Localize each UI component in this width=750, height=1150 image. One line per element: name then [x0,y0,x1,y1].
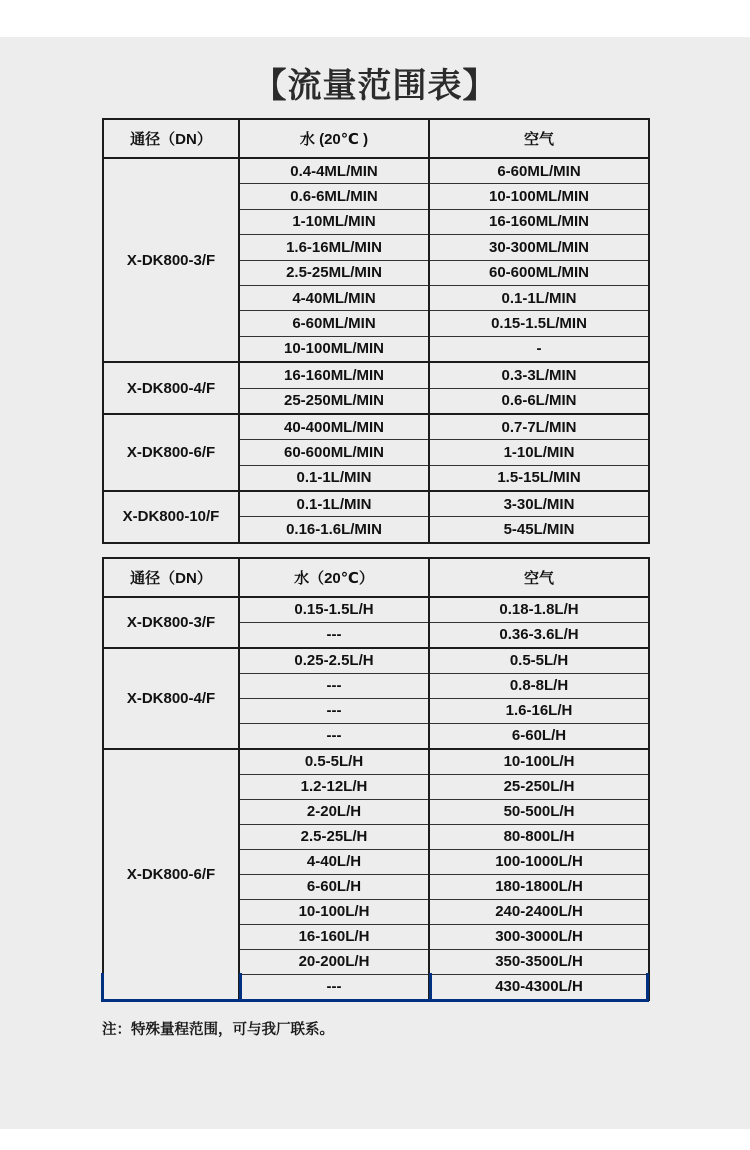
value-cell: 240-2400L/H [429,899,649,924]
flow-table [102,118,650,544]
value-cell: 60-600ML/MIN [239,440,429,465]
model-cell: X-DK800-6/F [103,414,239,491]
value-cell: 0.6-6ML/MIN [239,184,429,209]
content-column [102,37,648,1039]
table-row [103,158,649,184]
value-cell: 0.36-3.6L/H [429,622,649,648]
flow-table [102,557,650,1001]
value-cell: 2.5-25ML/MIN [239,260,429,285]
header-row [103,558,649,597]
column-header: 通径（DN） [103,119,239,158]
value-cell: 3-30L/MIN [429,491,649,517]
value-cell: 1.5-15L/MIN [429,465,649,491]
column-header: 通径（DN） [103,558,239,597]
value-cell: 0.5-5L/H [239,749,429,775]
value-cell: 0.4-4ML/MIN [239,158,429,184]
table-header [103,119,649,158]
value-cell: 300-3000L/H [429,924,649,949]
value-cell: 1-10L/MIN [429,440,649,465]
model-cell: X-DK800-6/F [103,749,239,1000]
value-cell: 10-100ML/MIN [429,184,649,209]
value-cell: 100-1000L/H [429,849,649,874]
value-cell: 10-100ML/MIN [239,336,429,362]
footnote-text: 注：特殊量程范围，可与我厂联系。 [102,1021,334,1038]
column-header: 水（20℃） [239,558,429,597]
value-cell: 16-160ML/MIN [429,209,649,234]
value-cell: 5-45L/MIN [429,517,649,543]
value-cell: 0.1-1L/MIN [239,491,429,517]
page-title: 【流量范围表】 [252,67,498,105]
column-header: 空气 [429,119,649,158]
value-cell: --- [239,622,429,648]
value-cell: 50-500L/H [429,799,649,824]
value-cell: 0.5-5L/H [429,648,649,674]
value-cell: 4-40L/H [239,849,429,874]
value-cell: 1.6-16ML/MIN [239,235,429,260]
value-cell: 6-60L/H [239,874,429,899]
model-cell: X-DK800-4/F [103,362,239,414]
page-background [0,37,750,1129]
value-cell: 6-60ML/MIN [429,158,649,184]
value-cell: 10-100L/H [429,749,649,775]
table-row [103,648,649,674]
value-cell: 430-4300L/H [429,974,649,1000]
value-cell: 60-600ML/MIN [429,260,649,285]
value-cell: - [429,336,649,362]
value-cell: 2-20L/H [239,799,429,824]
value-cell: 4-40ML/MIN [239,285,429,310]
value-cell: 0.15-1.5L/H [239,597,429,623]
value-cell: 1.6-16L/H [429,698,649,723]
value-cell: 350-3500L/H [429,949,649,974]
value-cell: 0.1-1L/MIN [239,465,429,491]
value-cell: 1-10ML/MIN [239,209,429,234]
value-cell: --- [239,974,429,1000]
value-cell: 6-60ML/MIN [239,311,429,336]
value-cell: 80-800L/H [429,824,649,849]
value-cell: --- [239,673,429,698]
value-cell: 16-160L/H [239,924,429,949]
table-row [103,749,649,775]
value-cell: 0.18-1.8L/H [429,597,649,623]
header-row [103,119,649,158]
model-cell: X-DK800-10/F [103,491,239,543]
table-row [103,491,649,517]
value-cell: 25-250ML/MIN [239,388,429,414]
value-cell: 20-200L/H [239,949,429,974]
table-row [103,362,649,388]
table-body [103,597,649,1000]
value-cell: 0.1-1L/MIN [429,285,649,310]
column-header: 水 (20℃ ) [239,119,429,158]
table-row [103,414,649,440]
value-cell: 25-250L/H [429,774,649,799]
value-cell: 2.5-25L/H [239,824,429,849]
table-header [103,558,649,597]
value-cell: 180-1800L/H [429,874,649,899]
value-cell: 0.15-1.5L/MIN [429,311,649,336]
flow-range-table-per-minute [102,118,648,544]
value-cell: --- [239,723,429,749]
value-cell: 0.16-1.6L/MIN [239,517,429,543]
value-cell: 30-300ML/MIN [429,235,649,260]
value-cell: 40-400ML/MIN [239,414,429,440]
model-cell: X-DK800-3/F [103,158,239,362]
flow-range-table-per-hour [102,557,648,1001]
value-cell: 6-60L/H [429,723,649,749]
model-cell: X-DK800-3/F [103,597,239,648]
value-cell: 1.2-12L/H [239,774,429,799]
column-header: 空气 [429,558,649,597]
value-cell: 10-100L/H [239,899,429,924]
value-cell: --- [239,698,429,723]
model-cell: X-DK800-4/F [103,648,239,749]
table-body [103,158,649,543]
value-cell: 0.6-6L/MIN [429,388,649,414]
table-row [103,597,649,623]
value-cell: 0.3-3L/MIN [429,362,649,388]
value-cell: 0.25-2.5L/H [239,648,429,674]
value-cell: 0.7-7L/MIN [429,414,649,440]
value-cell: 16-160ML/MIN [239,362,429,388]
value-cell: 0.8-8L/H [429,673,649,698]
